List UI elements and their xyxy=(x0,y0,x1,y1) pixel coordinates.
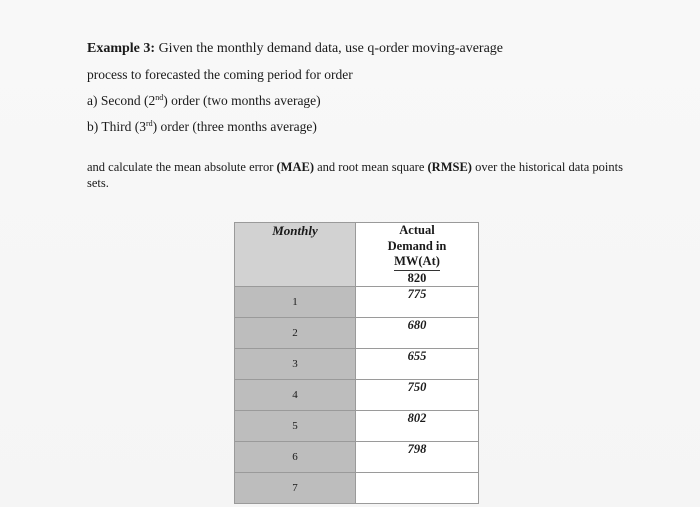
table-row xyxy=(235,380,479,411)
item-a xyxy=(87,92,321,109)
demand-cell: 655 xyxy=(356,349,479,380)
header-actual-demand xyxy=(356,223,479,287)
instruction-part-1: and calculate the mean absolute error xyxy=(87,160,277,174)
header-monthly: Monthly xyxy=(235,223,356,287)
example-label: Example 3: xyxy=(87,41,156,56)
demand-table xyxy=(234,222,479,504)
rmse-label: (RMSE) xyxy=(427,160,472,174)
example-title-line xyxy=(87,40,503,57)
demand-cell: 680 xyxy=(356,318,479,349)
table-header-row xyxy=(235,223,479,287)
month-cell: 3 xyxy=(235,349,356,380)
month-cell: 6 xyxy=(235,442,356,473)
item-b-prefix: b) Third (3 xyxy=(87,119,146,134)
item-a-prefix: a) Second (2 xyxy=(87,93,156,108)
table-row xyxy=(235,411,479,442)
item-a-sup: nd xyxy=(155,93,164,102)
header-demand-line-2: Demand in xyxy=(387,238,447,253)
demand-cell: 798 xyxy=(356,442,479,473)
table-row xyxy=(235,318,479,349)
table-row xyxy=(235,473,479,504)
header-demand-line-3: MW(At) xyxy=(394,254,440,271)
instruction-part-2: and root mean square xyxy=(314,160,428,174)
demand-cell: 802 xyxy=(356,411,479,442)
demand-cell: 750 xyxy=(356,380,479,411)
demand-cell xyxy=(356,473,479,504)
table-row xyxy=(235,349,479,380)
instruction-part-3: over the historical data points sets. xyxy=(87,160,623,190)
item-a-suffix: ) order (two months average) xyxy=(163,93,321,108)
first-demand-value: 820 xyxy=(407,270,427,285)
month-cell: 7 xyxy=(235,473,356,504)
month-cell: 2 xyxy=(235,318,356,349)
example-line-2: process to forecasted the coming period for order xyxy=(87,67,353,82)
mae-label: (MAE) xyxy=(276,160,314,174)
table-row xyxy=(235,287,479,318)
table-row xyxy=(235,442,479,473)
example-intro: Given the monthly demand data, use q-order moving-average xyxy=(158,41,504,56)
instruction-text xyxy=(87,159,627,191)
header-demand-line-1: Actual xyxy=(399,223,435,237)
month-cell: 1 xyxy=(235,287,356,318)
month-cell: 5 xyxy=(235,411,356,442)
item-b-sup: rd xyxy=(146,119,153,128)
item-b-suffix: ) order (three months average) xyxy=(152,119,317,134)
month-cell: 4 xyxy=(235,380,356,411)
item-b xyxy=(87,118,317,135)
demand-cell: 775 xyxy=(356,287,479,318)
